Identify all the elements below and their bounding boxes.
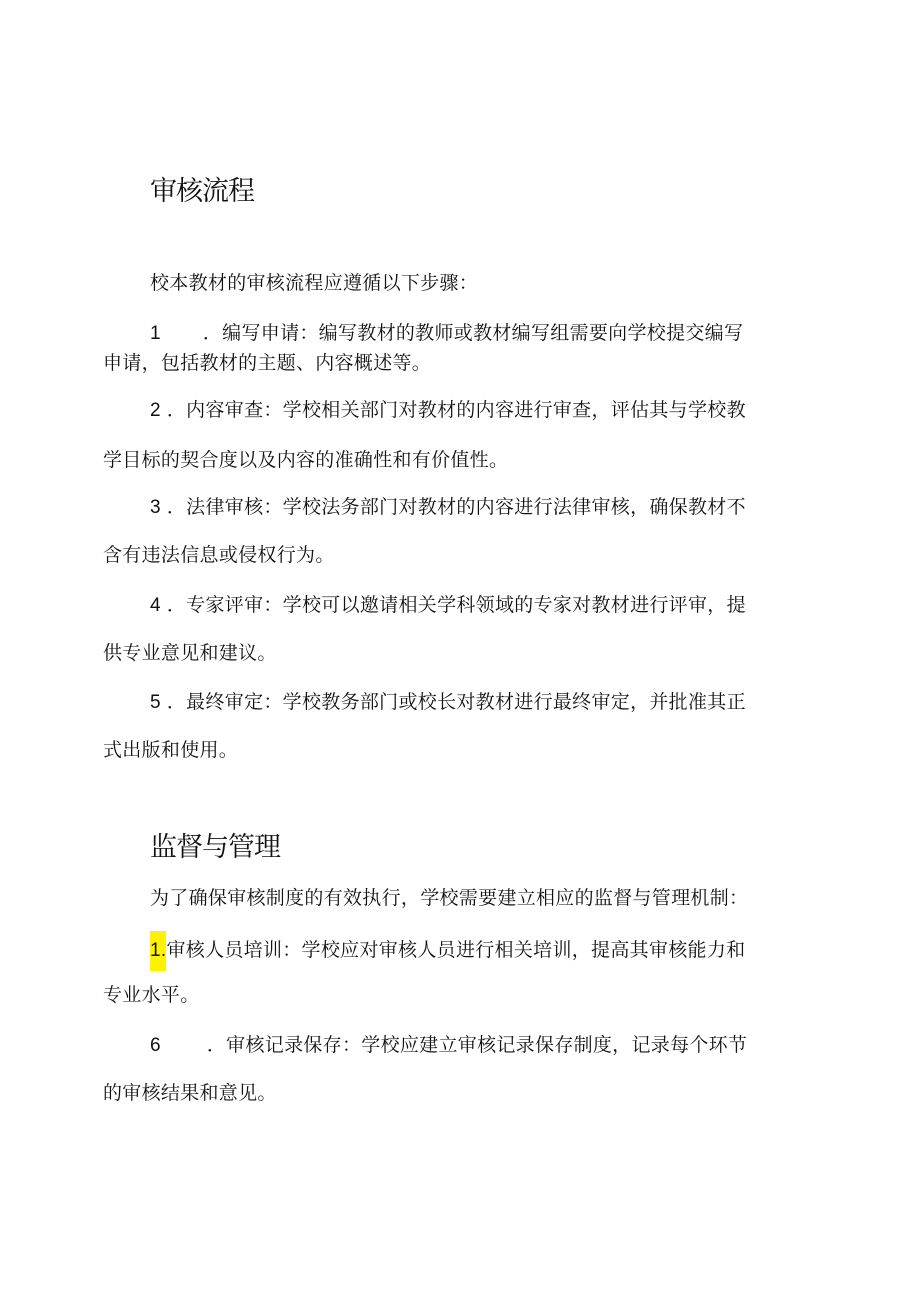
step-number: 4 xyxy=(150,595,161,616)
step-number: 2 xyxy=(150,400,161,421)
section-intro: 为了确保审核制度的有效执行，学校需要建立相应的监督与管理机制： xyxy=(150,887,749,909)
list-item-step-4 xyxy=(150,591,746,620)
list-item-step-1 xyxy=(150,319,743,348)
section-heading-review-process: 审核流程 xyxy=(150,176,254,207)
section-intro: 校本教材的审核流程应遵循以下步骤： xyxy=(150,272,479,294)
step-text: 审核人员培训：学校应对审核人员进行相关培训，提高其审核能力和 xyxy=(166,939,746,961)
step-text-continued: 学目标的契合度以及内容的准确性和有价值性。 xyxy=(103,449,509,471)
list-item-step-2 xyxy=(150,396,746,425)
step-number-highlighted: 1. xyxy=(150,931,166,971)
section-heading-supervision: 监督与管理 xyxy=(150,832,280,863)
step-text-continued: 式出版和使用。 xyxy=(103,739,239,761)
step-text: ．法律审核：学校法务部门对教材的内容进行法律审核，确保教材不 xyxy=(166,496,746,518)
step-number: 1 xyxy=(150,323,161,344)
step-text-continued: 申请，包括教材的主题、内容概述等。 xyxy=(103,352,432,374)
step-text: ．专家评审：学校可以邀请相关学科领域的专家对教材进行评审，提 xyxy=(166,594,746,616)
step-text-continued: 含有违法信息或侵权行为。 xyxy=(103,544,335,566)
step-text-continued: 的审核结果和意见。 xyxy=(103,1082,277,1104)
step-number: 3 xyxy=(150,497,161,518)
step-number: 6 xyxy=(150,1035,161,1056)
list-item-step-3 xyxy=(150,493,746,522)
step-number: 5 xyxy=(150,692,161,713)
step-text: ．审核记录保存：学校应建立审核记录保存制度，记录每个环节 xyxy=(206,1034,748,1056)
step-text: ．最终审定：学校教务部门或校长对教材进行最终审定，并批准其正 xyxy=(166,691,746,713)
step-text: ．编写申请：编写教材的教师或教材编写组需要向学校提交编写 xyxy=(202,322,744,344)
list-item-step-5 xyxy=(150,688,746,717)
step-text-continued: 专业水平。 xyxy=(103,984,200,1006)
step-text: ．内容审查：学校相关部门对教材的内容进行审查，评估其与学校教 xyxy=(166,399,746,421)
list-item-training xyxy=(150,931,745,971)
list-item-record-keeping xyxy=(150,1031,747,1060)
step-text-continued: 供专业意见和建议。 xyxy=(103,642,277,664)
